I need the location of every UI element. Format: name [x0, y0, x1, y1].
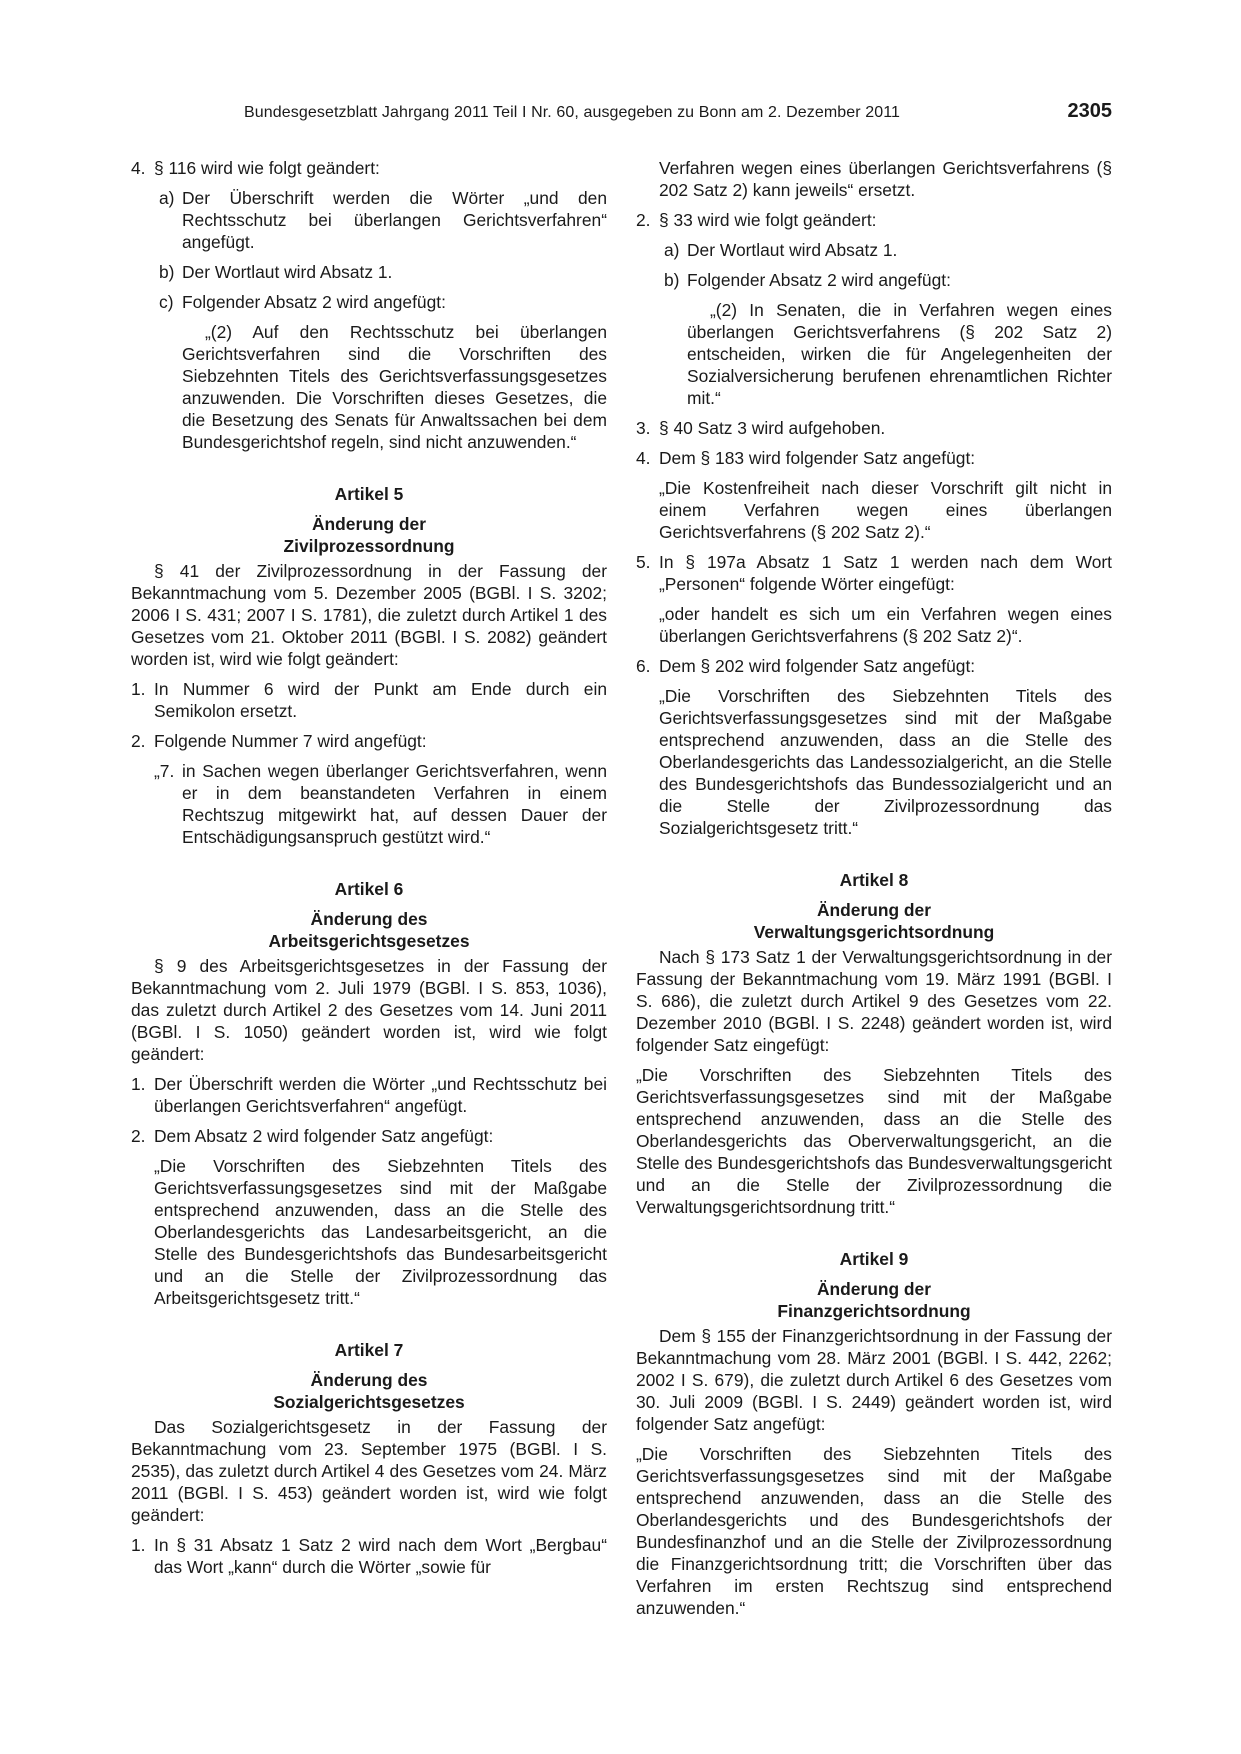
list-number: b) — [664, 270, 680, 290]
list-text: Verfahren wegen eines überlangen Gerichtsverfahrens (§ 202 Satz 2) kann jeweils“ ersetzt. — [659, 158, 1112, 200]
list-item — [636, 447, 1112, 469]
list-item — [131, 1125, 607, 1147]
list-text: Dem § 183 wird folgender Satz angefügt: — [659, 448, 976, 468]
article-9-quote: „Die Vorschriften des Siebzehnten Titels des Gerichtsverfassungsgesetzes sind mit der Maßgabe entsprechend anzuwenden, dass an die Stelle des Oberlandesgerichts und des Bundesgerichtshofs der Bundesfinanzhof und an die Stelle der Zivilprozessordnung die Finanzgerichtsordnung tritt; die Vorschriften über das Verfahren im ersten Rechtszug sind entsprechend anzuwenden.“ — [636, 1444, 1112, 1618]
article-8-title: Verwaltungsgerichtsordnung — [753, 922, 995, 942]
list-text: Dem § 202 wird folgender Satz angefügt: — [659, 656, 976, 676]
article-8-quote: „Die Vorschriften des Siebzehnten Titels des Gerichtsverfassungsgesetzes sind mit der Maßgabe entsprechend anzuwenden, dass an die Stelle des Oberlandesgerichts das Oberverwaltungsgericht, an die Stelle des Bundesgerichtshofs das Bundesverwaltungsgericht und an die Stelle der Zivilprozessordnung die Verwaltungsgerichtsordnung tritt.“ — [636, 1065, 1112, 1217]
list-number: b) — [159, 262, 175, 282]
list-number: a) — [664, 240, 680, 260]
article-6-label: Artikel 6 — [334, 879, 404, 899]
quote-text: „oder handelt es sich um ein Verfahren wegen eines überlangen Gerichtsverfahrens (§ 202 Satz 2)“. — [659, 604, 1112, 646]
article-6-intro: § 9 des Arbeitsgerichtsgesetzes in der Fassung der Bekanntmachung vom 2. Juli 1979 (BGBl. I S. 853, 1036), das zuletzt durch Artikel 2 des Gesetzes vom 14. Juni 2011 (BGBl. I S. 1050) geändert worden ist, wird wie folgt geändert: — [131, 956, 607, 1064]
quote-text: „(2) Auf den Rechtsschutz bei überlangen Gerichtsverfahren sind die Vorschriften des Siebzehnten Titels des Gerichtsverfassungsgesetzes anzuwenden. Die Vorschriften dieses Gesetzes, die die Besetzung des Senats für Anwaltssachen bei dem Bundesgerichtshof regeln, sind nicht anzuwenden.“ — [182, 322, 607, 452]
list-number: 6. — [636, 656, 651, 676]
list-text: In Nummer 6 wird der Punkt am Ende durch ein Semikolon ersetzt. — [154, 679, 607, 721]
list-item — [131, 678, 607, 722]
page-number: 2305 — [1067, 100, 1112, 122]
list-number: 2. — [636, 210, 651, 230]
header-title: Bundesgesetzblatt Jahrgang 2011 Teil I Nr. 60, ausgegeben zu Bonn am 2. Dezember 2011 — [244, 104, 901, 121]
article-7-label: Artikel 7 — [334, 1340, 404, 1360]
sub-list-item — [131, 261, 607, 283]
continued-text — [636, 157, 1112, 201]
sub-list-item — [636, 269, 1112, 291]
list-text: Der Wortlaut wird Absatz 1. — [182, 262, 393, 282]
list-item — [131, 1073, 607, 1117]
list-text: Folgende Nummer 7 wird angefügt: — [154, 731, 427, 751]
list-number: 2. — [131, 731, 146, 751]
right-column — [636, 157, 1112, 1619]
article-7-title: Änderung des — [310, 1370, 428, 1390]
article-5-intro: § 41 der Zivilprozessordnung in der Fassung der Bekanntmachung vom 5. Dezember 2005 (BGBl. I S. 3202; 2006 I S. 431; 2007 I S. 1781), die zuletzt durch Artikel 1 des Gesetzes vom 21. Oktober 2011 (BGBl. I S. 2082) geändert worden ist, wird wie folgt geändert: — [131, 561, 607, 669]
list-number: c) — [159, 292, 174, 312]
list-number: 2. — [131, 1126, 146, 1146]
article-5-title: Änderung der — [311, 514, 426, 534]
list-number: 4. — [131, 158, 146, 178]
list-text: In § 31 Absatz 1 Satz 2 wird nach dem Wort „Bergbau“ das Wort „kann“ durch die Wörter „sowie für — [154, 1535, 607, 1577]
list-number: 3. — [636, 418, 651, 438]
article-7-title: Sozialgerichtsgesetzes — [273, 1392, 465, 1412]
quote-text: „Die Vorschriften des Siebzehnten Titels des Gerichtsverfassungsgesetzes sind mit der Maßgabe entsprechend anzuwenden, dass an die Stelle des Oberlandesgerichts das Landesarbeitsgericht, an die Stelle des Bundesgerichtshofs das Bundesarbeitsgericht und an die Stelle der Zivilprozessordnung das Arbeitsgerichtsgesetz tritt.“ — [154, 1156, 607, 1308]
article-8-label: Artikel 8 — [839, 870, 909, 890]
list-number: a) — [159, 188, 175, 208]
list-text: Folgender Absatz 2 wird angefügt: — [182, 292, 446, 312]
quote-block — [636, 477, 1112, 543]
article-6-title: Arbeitsgerichtsgesetzes — [268, 931, 470, 951]
article-9-intro: Dem § 155 der Finanzgerichtsordnung in der Fassung der Bekanntmachung vom 28. März 2001 (BGBl. I S. 442, 2262; 2002 I S. 679), die zuletzt durch Artikel 6 des Gesetzes vom 30. Juli 2009 (BGBl. I S. 2449) geändert worden ist, wird folgender Satz angefügt: — [636, 1326, 1112, 1434]
list-number: 1. — [131, 1074, 146, 1094]
list-text: § 116 wird wie folgt geändert: — [154, 158, 380, 178]
left-column — [131, 157, 607, 1578]
list-item — [131, 157, 607, 179]
article-5-title: Zivilprozessordnung — [283, 536, 455, 556]
list-number: 1. — [131, 1535, 146, 1555]
list-number: 1. — [131, 679, 146, 699]
article-9-title: Änderung der — [816, 1279, 931, 1299]
quote-text: „(2) In Senaten, die in Verfahren wegen eines überlangen Gerichtsverfahrens (§ 202 Satz 2) entscheiden, wirken die für Angelegenheiten der Sozialversicherung berufenen ehrenamtlichen Richter mit.“ — [687, 300, 1112, 408]
quote-block — [636, 685, 1112, 839]
list-item — [636, 209, 1112, 231]
article-9-label: Artikel 9 — [839, 1249, 909, 1269]
article-6-title: Änderung des — [310, 909, 428, 929]
list-item — [636, 655, 1112, 677]
list-text: In § 197a Absatz 1 Satz 1 werden nach dem Wort „Personen“ folgende Wörter eingefügt: — [659, 552, 1112, 594]
list-item — [131, 1534, 607, 1578]
list-item — [636, 417, 1112, 439]
list-number: 4. — [636, 448, 651, 468]
quote-block — [131, 760, 607, 848]
list-text: § 40 Satz 3 wird aufgehoben. — [659, 418, 886, 438]
quote-block — [636, 603, 1112, 647]
article-7-intro: Das Sozialgerichtsgesetz in der Fassung der Bekanntmachung vom 23. September 1975 (BGBl. I S. 2535), das zuletzt durch Artikel 4 des Gesetzes vom 24. März 2011 (BGBl. I S. 453) geändert worden ist, wird wie folgt geändert: — [131, 1417, 607, 1525]
list-text: § 33 wird wie folgt geändert: — [659, 210, 877, 230]
article-9-title: Finanzgerichtsordnung — [777, 1301, 971, 1321]
quote-text: „Die Vorschriften des Siebzehnten Titels des Gerichtsverfassungsgesetzes sind mit der Maßgabe entsprechend anzuwenden, dass an die Stelle des Oberlandesgerichts das Landessozialgericht, an die Stelle des Bundesgerichtshofs das Bundessozialgericht und an die Stelle der Zivilprozessordnung das Sozialgerichtsgesetz tritt.“ — [659, 686, 1112, 838]
list-text: Der Überschrift werden die Wörter „und Rechtsschutz bei überlangen Gerichtsverfahren“ angefügt. — [154, 1074, 607, 1116]
sub-list-item — [131, 187, 607, 253]
list-text: Der Überschrift werden die Wörter „und den Rechtsschutz bei überlangen Gerichtsverfahren“ angefügt. — [182, 188, 607, 252]
list-item — [131, 730, 607, 752]
list-text: Der Wortlaut wird Absatz 1. — [687, 240, 898, 260]
list-text: Dem Absatz 2 wird folgender Satz angefügt: — [154, 1126, 494, 1146]
article-5-label: Artikel 5 — [334, 484, 404, 504]
quote-text: in Sachen wegen überlanger Gerichtsverfahren, wenn er in dem beanstandeten Verfahren in einem Rechtszug mitgewirkt hat, auf dessen Dauer der Entschädigungsanspruch gestützt wird.“ — [182, 761, 607, 847]
article-8-intro: Nach § 173 Satz 1 der Verwaltungsgerichtsordnung in der Fassung der Bekanntmachung vom 19. März 1991 (BGBl. I S. 686), die zuletzt durch Artikel 9 des Gesetzes vom 22. Dezember 2010 (BGBl. I S. 2248) geändert worden ist, wird folgender Satz eingefügt: — [636, 947, 1112, 1055]
quote-number: „7. — [154, 761, 175, 781]
list-number: 5. — [636, 552, 651, 572]
quote-block — [636, 299, 1112, 409]
sub-list-item — [131, 291, 607, 313]
list-text: Folgender Absatz 2 wird angefügt: — [687, 270, 951, 290]
sub-list-item — [636, 239, 1112, 261]
page-header — [244, 100, 1112, 130]
list-item — [636, 551, 1112, 595]
quote-block — [131, 321, 607, 453]
article-8-title: Änderung der — [816, 900, 931, 920]
quote-text: „Die Kostenfreiheit nach dieser Vorschrift gilt nicht in einem Verfahren wegen eines überlangen Gerichtsverfahrens (§ 202 Satz 2).“ — [659, 478, 1112, 542]
quote-block — [131, 1155, 607, 1309]
